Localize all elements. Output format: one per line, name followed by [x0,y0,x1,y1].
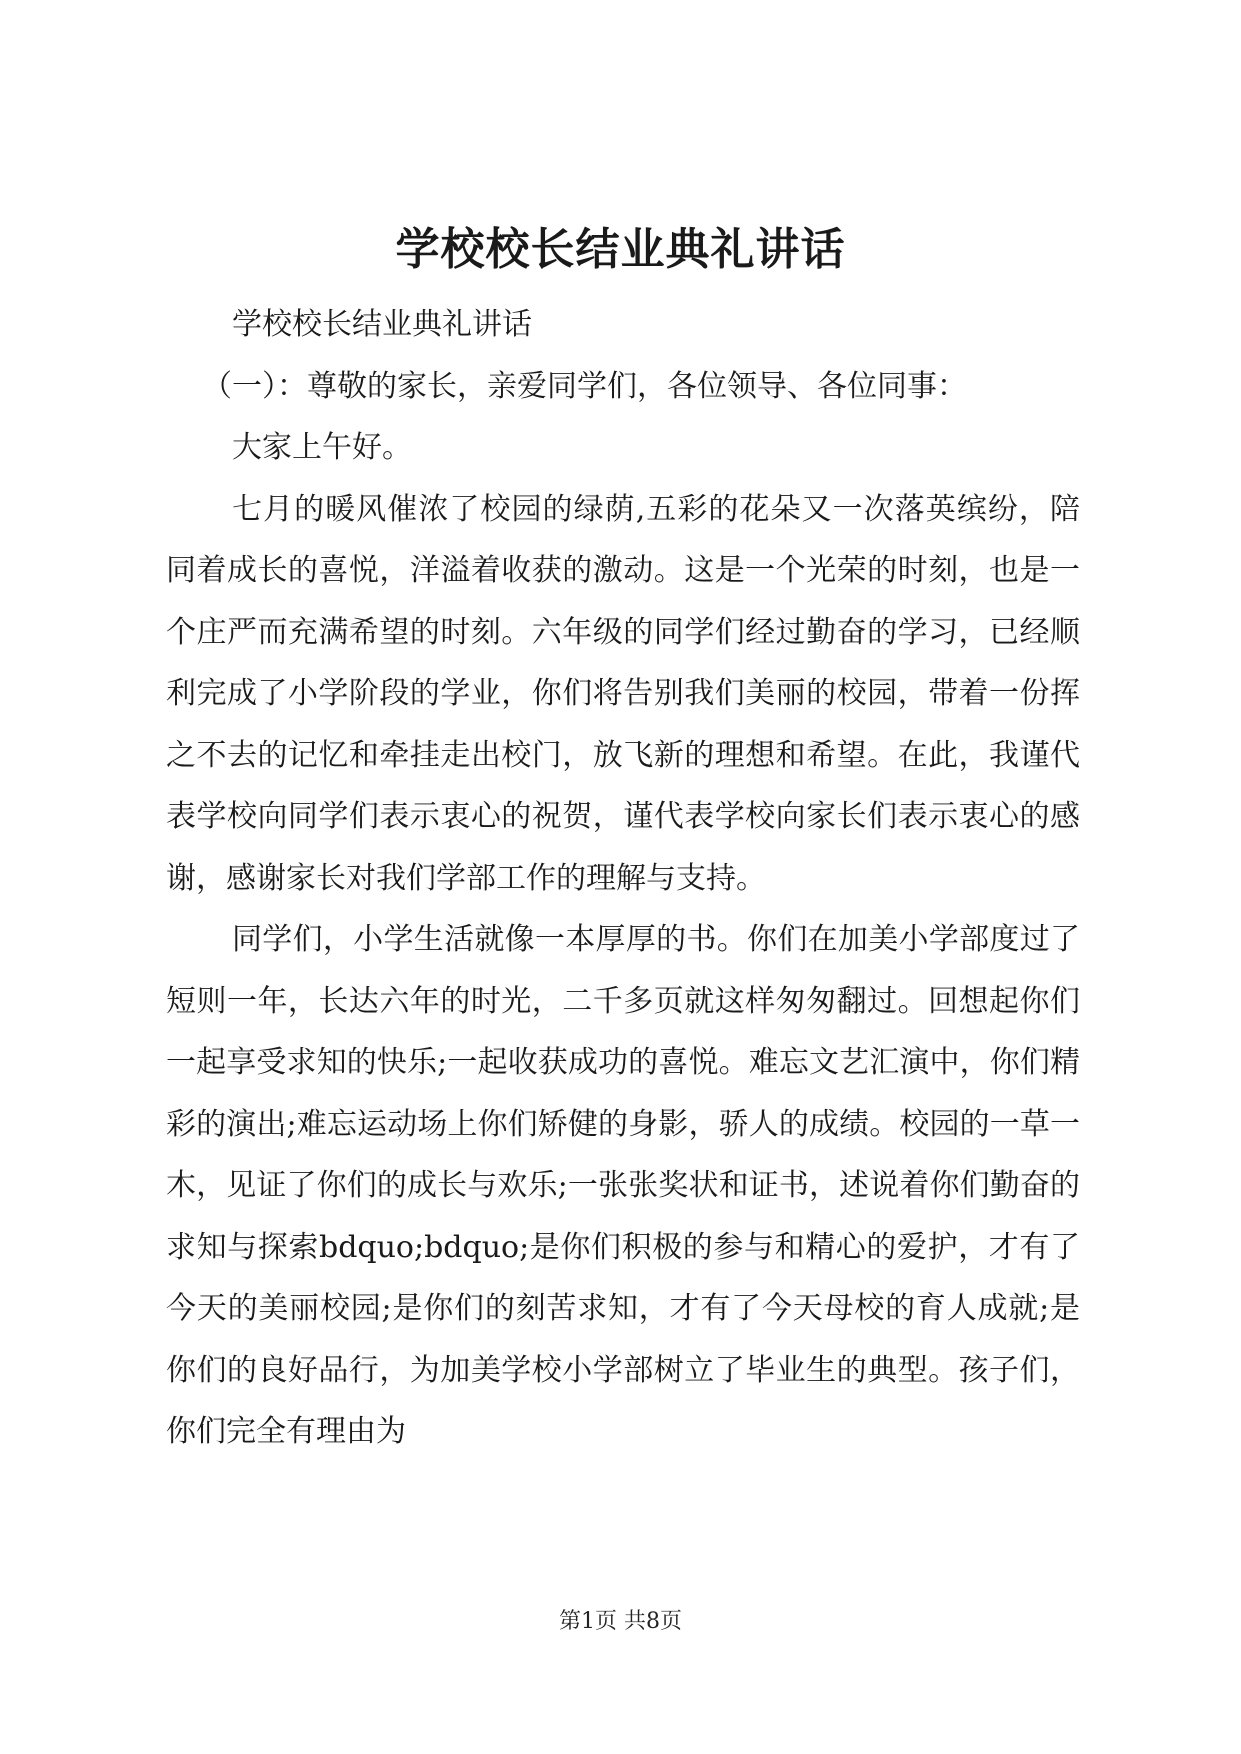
page-number-footer: 第1页 共8页 [559,1609,682,1634]
paragraph-reflection: 同学们，小学生活就像一本厚厚的书。你们在加美小学部度过了短则一年，长达六年的时光，二千多页就这样匆匆翻过。回想起你们一起享受求知的快乐;一起收获成功的喜悦。难忘文艺汇演中，你们精彩的演出;难忘运动场上你们矫健的身影，骄人的成绩。校园的一草一木，见证了你们的成长与欢乐;一张张奖状和证书，述说着你们勤奋的求知与探索bdquo;bdquo;是你们积极的参与和精心的爱护，才有了今天的美丽校园;是你们的刻苦求知，才有了今天母校的育人成就;是你们的良好品行，为加美学校小学部树立了毕业生的典型。孩子们，你们完全有理由为 [166,922,1080,1449]
paragraph-opening: 七月的暖风催浓了校园的绿荫,五彩的花朵又一次落英缤纷，陪同着成长的喜悦，洋溢着收获的激动。这是一个光荣的时刻，也是一个庄严而充满希望的时刻。六年级的同学们经过勤奋的学习，已经顺利完成了小学阶段的学业，你们将告别我们美丽的校园，带着一份挥之不去的记忆和牵挂走出校门，放飞新的理想和希望。在此，我谨代表学校向同学们表示衷心的祝贺，谨代表学校向家长们表示衷心的感谢，感谢家长对我们学部工作的理解与支持。 [166,491,1080,896]
paragraph-salutation: （一）：尊敬的家长，亲爱同学们，各位领导、各位同事： [202,368,967,404]
paragraph-greeting: 大家上午好。 [232,430,412,465]
paragraph-subtitle: 学校校长结业典礼讲话 [232,307,532,342]
document-body [166,294,1080,1463]
document-title: 学校校长结业典礼讲话 [395,224,846,275]
